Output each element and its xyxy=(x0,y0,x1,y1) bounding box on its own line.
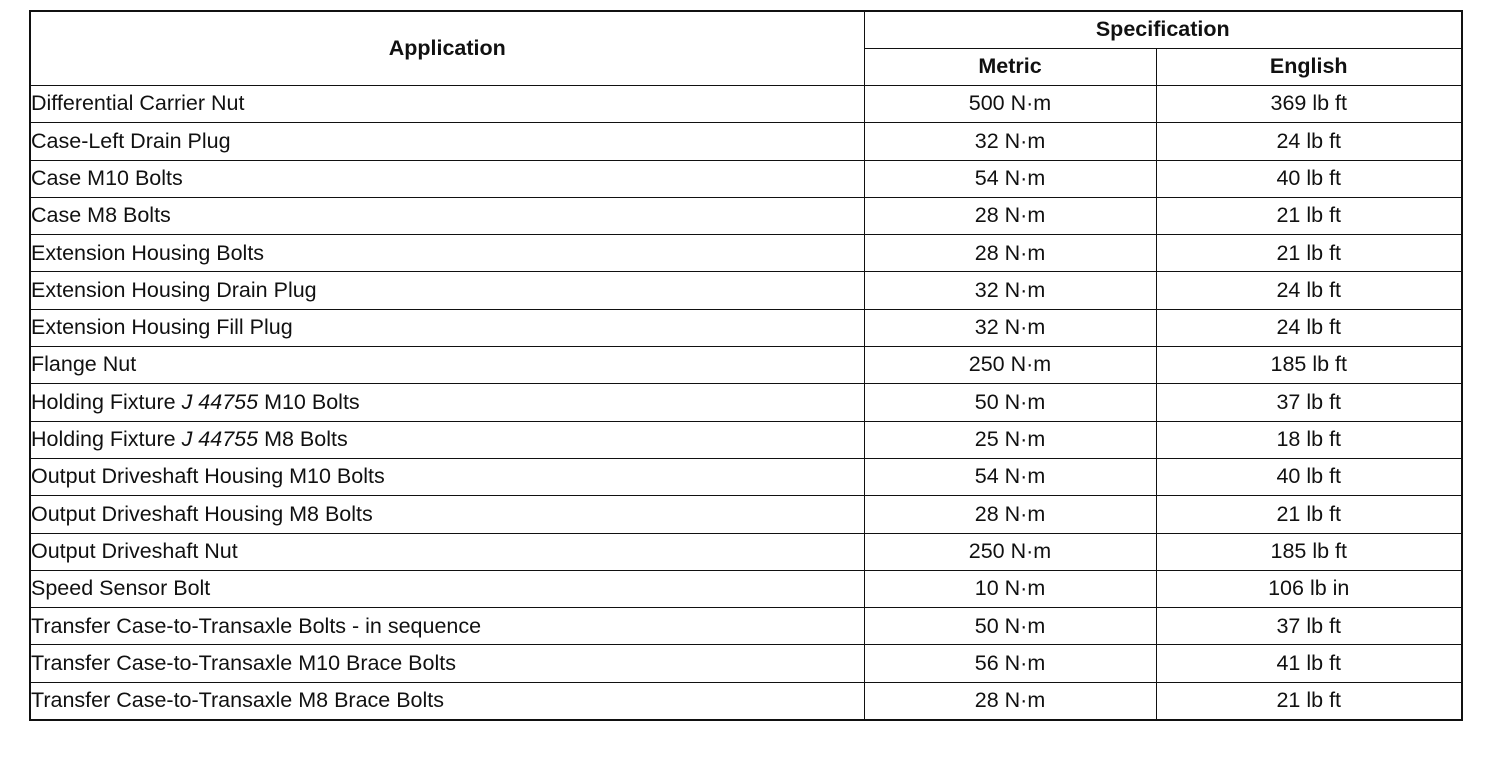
english-value: 40 lb ft xyxy=(1156,160,1462,197)
torque-spec-table xyxy=(29,10,1463,721)
english-value: 37 lb ft xyxy=(1156,384,1462,421)
application-text: Speed Sensor Bolt xyxy=(31,576,211,601)
english-value: 40 lb ft xyxy=(1156,458,1462,495)
application-cell xyxy=(30,160,864,197)
english-value: 24 lb ft xyxy=(1156,309,1462,346)
english-header: English xyxy=(1156,49,1462,86)
application-cell xyxy=(30,86,864,123)
application-text: M10 Bolts xyxy=(258,389,360,414)
table-row xyxy=(30,235,1462,272)
table-row xyxy=(30,682,1462,720)
metric-value: 28 N·m xyxy=(864,496,1156,533)
english-value: 21 lb ft xyxy=(1156,496,1462,533)
english-value: 185 lb ft xyxy=(1156,347,1462,384)
metric-value: 32 N·m xyxy=(864,272,1156,309)
english-value: 37 lb ft xyxy=(1156,608,1462,645)
english-value: 106 lb in xyxy=(1156,570,1462,607)
application-text: J 44755 xyxy=(181,427,259,452)
table-row xyxy=(30,384,1462,421)
metric-header: Metric xyxy=(864,49,1156,86)
metric-value: 250 N·m xyxy=(864,533,1156,570)
table-row xyxy=(30,197,1462,234)
english-value: 21 lb ft xyxy=(1156,197,1462,234)
application-cell xyxy=(30,645,864,682)
english-value: 41 lb ft xyxy=(1156,645,1462,682)
english-value: 21 lb ft xyxy=(1156,682,1462,720)
table-row xyxy=(30,347,1462,384)
metric-value: 32 N·m xyxy=(864,309,1156,346)
application-cell xyxy=(30,570,864,607)
table-row xyxy=(30,496,1462,533)
specification-header: Specification xyxy=(864,11,1462,49)
application-text: Flange Nut xyxy=(31,352,137,377)
table-row xyxy=(30,533,1462,570)
table-row xyxy=(30,608,1462,645)
metric-value: 28 N·m xyxy=(864,235,1156,272)
spec-rows xyxy=(30,86,1462,721)
application-cell xyxy=(30,309,864,346)
metric-value: 50 N·m xyxy=(864,384,1156,421)
metric-value: 54 N·m xyxy=(864,160,1156,197)
application-text: Extension Housing Drain Plug xyxy=(31,277,317,302)
application-cell xyxy=(30,421,864,458)
header-row-top xyxy=(30,11,1462,49)
metric-value: 250 N·m xyxy=(864,347,1156,384)
application-text: Transfer Case-to-Transaxle Bolts - in sequence xyxy=(31,613,482,638)
table-row xyxy=(30,570,1462,607)
table-row xyxy=(30,272,1462,309)
application-cell xyxy=(30,123,864,160)
application-text: Output Driveshaft Nut xyxy=(31,538,238,563)
application-cell xyxy=(30,608,864,645)
metric-value: 25 N·m xyxy=(864,421,1156,458)
metric-value: 28 N·m xyxy=(864,682,1156,720)
application-cell xyxy=(30,682,864,720)
application-text: Case-Left Drain Plug xyxy=(31,128,231,153)
table-row xyxy=(30,123,1462,160)
application-cell xyxy=(30,272,864,309)
metric-value: 28 N·m xyxy=(864,197,1156,234)
application-text: M8 Bolts xyxy=(258,427,348,452)
metric-value: 32 N·m xyxy=(864,123,1156,160)
application-text: Output Driveshaft Housing M8 Bolts xyxy=(31,501,373,526)
table-row xyxy=(30,421,1462,458)
metric-value: 500 N·m xyxy=(864,86,1156,123)
application-text: Holding Fixture xyxy=(31,389,182,414)
english-value: 369 lb ft xyxy=(1156,86,1462,123)
application-header: Application xyxy=(30,11,864,86)
application-text: Differential Carrier Nut xyxy=(31,91,245,116)
application-text: Transfer Case-to-Transaxle M8 Brace Bolts xyxy=(31,688,445,713)
application-text: Extension Housing Bolts xyxy=(31,240,265,265)
application-text: Transfer Case-to-Transaxle M10 Brace Bolts xyxy=(31,650,456,675)
application-text: Output Driveshaft Housing M10 Bolts xyxy=(31,464,385,489)
english-value: 24 lb ft xyxy=(1156,123,1462,160)
application-text: Extension Housing Fill Plug xyxy=(31,315,293,340)
application-text: Holding Fixture xyxy=(31,427,182,452)
table-row xyxy=(30,645,1462,682)
application-cell xyxy=(30,347,864,384)
table-row xyxy=(30,86,1462,123)
metric-value: 50 N·m xyxy=(864,608,1156,645)
application-text: J 44755 xyxy=(181,389,259,414)
application-text: Case M8 Bolts xyxy=(31,203,171,228)
table-row xyxy=(30,309,1462,346)
application-cell xyxy=(30,533,864,570)
application-text: Case M10 Bolts xyxy=(31,165,183,190)
english-value: 185 lb ft xyxy=(1156,533,1462,570)
metric-value: 10 N·m xyxy=(864,570,1156,607)
english-value: 21 lb ft xyxy=(1156,235,1462,272)
application-cell xyxy=(30,496,864,533)
table-row xyxy=(30,458,1462,495)
application-cell xyxy=(30,235,864,272)
metric-value: 54 N·m xyxy=(864,458,1156,495)
english-value: 18 lb ft xyxy=(1156,421,1462,458)
application-cell xyxy=(30,197,864,234)
application-cell xyxy=(30,384,864,421)
application-cell xyxy=(30,458,864,495)
metric-value: 56 N·m xyxy=(864,645,1156,682)
table-row xyxy=(30,160,1462,197)
english-value: 24 lb ft xyxy=(1156,272,1462,309)
